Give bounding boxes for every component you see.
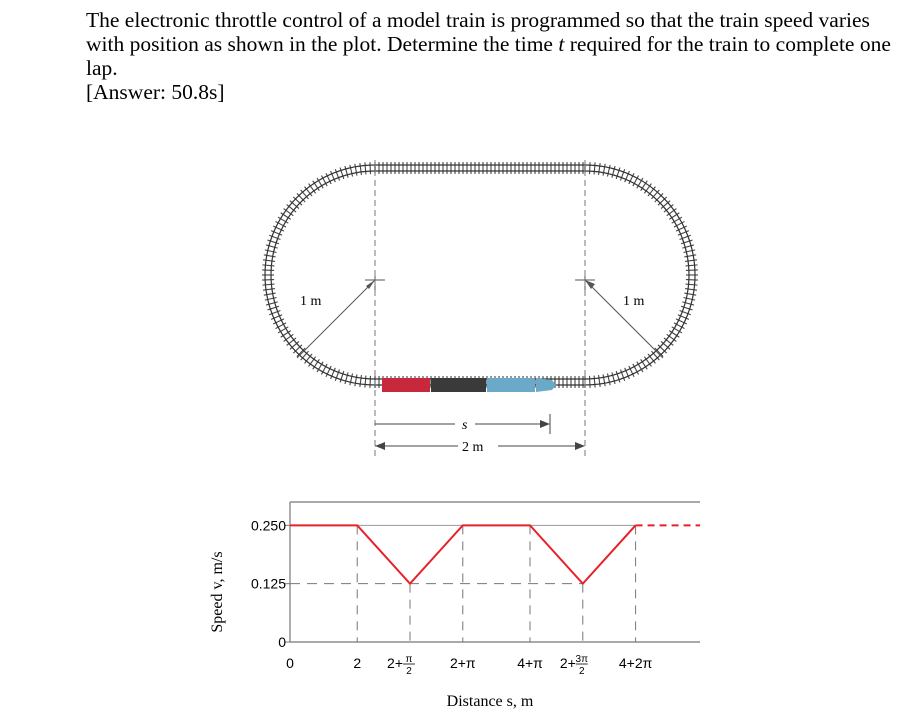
chart-y-ticks bbox=[251, 517, 290, 650]
x-tick-label bbox=[619, 655, 653, 671]
time-variable: t bbox=[558, 32, 565, 56]
x-axis-label: Distance s, m bbox=[446, 693, 534, 710]
radius-label-right: 1 m bbox=[623, 294, 645, 309]
answer-text: [Answer: 50.8s] bbox=[86, 80, 225, 104]
svg-text:4+π: 4+π bbox=[517, 655, 543, 671]
svg-text:2+π: 2+π bbox=[449, 655, 476, 671]
chart-series bbox=[290, 525, 700, 583]
s-label: s bbox=[462, 418, 468, 433]
x-tick-label bbox=[353, 655, 361, 671]
svg-text:π: π bbox=[405, 654, 413, 665]
svg-text:2+: 2+ bbox=[387, 655, 404, 671]
radius-label-left: 1 m bbox=[300, 294, 322, 309]
x-tick-label bbox=[560, 654, 588, 677]
problem-text-part2: required for the train to complete one lap. bbox=[86, 32, 891, 80]
svg-text:2: 2 bbox=[579, 666, 585, 677]
x-tick-label bbox=[450, 655, 476, 671]
x-tick-label bbox=[517, 655, 543, 671]
x-tick-label bbox=[387, 654, 415, 677]
chart-x-ticks bbox=[286, 654, 653, 677]
svg-text:3π: 3π bbox=[575, 654, 589, 665]
dim-label: 2 m bbox=[462, 440, 484, 455]
svg-text:2: 2 bbox=[353, 655, 362, 671]
y-tick-label: 0.250 bbox=[250, 517, 286, 534]
svg-text:0: 0 bbox=[286, 655, 294, 671]
problem-text-part1: The electronic throttle control of a model train is programmed so that the train speed varies with position as shown in the plot. Determine the time bbox=[86, 8, 870, 56]
y-axis-label: Speed v, m/s bbox=[209, 551, 226, 633]
x-tick-label bbox=[286, 655, 294, 671]
svg-text:4+2π: 4+2π bbox=[618, 655, 653, 671]
y-tick-label: 0.125 bbox=[250, 575, 286, 592]
y-tick-label: 0 bbox=[278, 634, 286, 650]
chart-axes bbox=[290, 502, 700, 642]
svg-text:2: 2 bbox=[406, 666, 412, 677]
svg-text:2+: 2+ bbox=[559, 655, 576, 671]
